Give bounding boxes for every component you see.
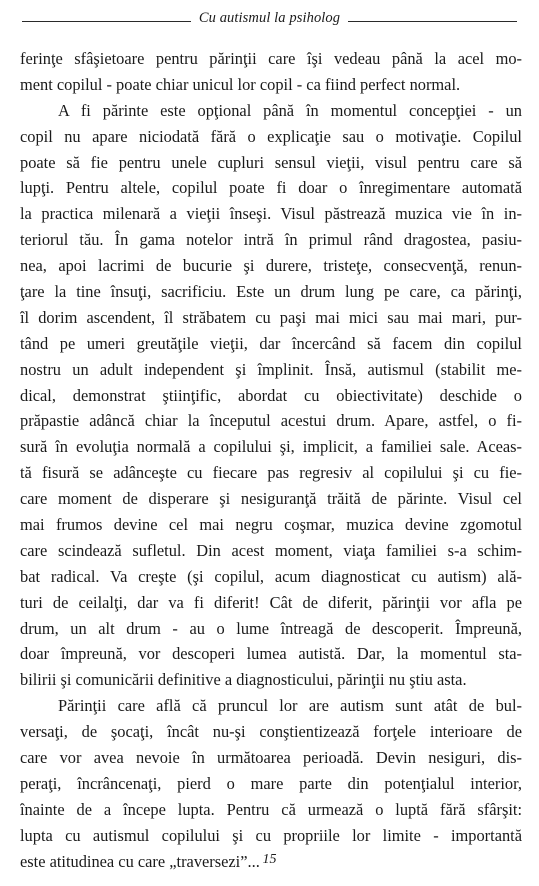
body-text <box>20 46 522 875</box>
text-line: îl dorim ascendent, îl străbatem cu paşi mai mici sau mai mari, pur- <box>20 307 522 327</box>
text-line: este atitudinea cu care „traversezi”... <box>20 851 260 871</box>
page-number: 15 <box>262 852 277 867</box>
paragraph <box>20 693 522 874</box>
text-line: ţare la tine însuţi, sacrificiu. Este un drum lung pe care, ca părinţi, <box>20 282 522 302</box>
running-header <box>22 6 517 30</box>
running-header-title: Cu autismul la psiholog <box>198 9 341 26</box>
text-line: tând pe umeri greutăţile vieţii, dar încercând să facem din copilul <box>20 333 522 353</box>
text-line: care moment de disperare şi nesiguranţă trăită de părinte. Visul cel <box>20 489 522 509</box>
text-line: bat radical. Va creşte (şi copilul, acum diagnosticat cu autism) ală- <box>20 566 522 586</box>
text-line: nostru un adult independent şi împlinit. Însă, autismul (stabilit me- <box>20 359 522 379</box>
text-line: versaţi, de şocaţi, încât nu-şi conştientizează forţele interioare de <box>20 722 522 742</box>
text-line: tă fisură se adânceşte cu fiecare pas regresiv al copilului şi cu fie- <box>20 463 522 483</box>
text-line: drum, un alt drum - au o lume întreagă de descoperit. Împreună, <box>20 618 522 638</box>
paragraph <box>20 46 522 98</box>
text-line: doar împreună, vor descoperi lumea autistă. Dar, la momentul sta- <box>20 644 522 664</box>
text-line: turi de ceilalţi, dar va fi diferit! Cât de diferit, părinţii vor afla pe <box>20 592 522 612</box>
text-line: A fi părinte este opţional până în momentul concepţiei - un <box>58 100 522 120</box>
text-line: lupta cu autismul copilului şi cu propriile lor limite - importantă <box>20 825 522 845</box>
text-line: poate să fie pentru unele cupluri sensul vieţii, visul pentru care să <box>20 152 522 172</box>
text-line: sură în evoluţia normală a copilului şi, implicit, a familiei sale. Aceas- <box>20 437 522 457</box>
text-line: la practica milenară a vieţii înseşi. Visul păstrează muzica vie în in- <box>20 204 522 224</box>
text-line: Părinţii care află că pruncul lor are autism sunt atât de bul- <box>58 696 522 716</box>
text-line: dical, demonstrat ştiinţific, abordat cu obiectivitate) deschide o <box>20 385 522 405</box>
text-line: nea, apoi lacrimi de bucurie şi durere, tristeţe, consecvenţă, renun- <box>20 256 522 276</box>
text-line: peraţi, încrâncenaţi, pierd o mare parte din potenţialul interior, <box>20 773 522 793</box>
text-line: prăpastie adâncă chiar la începutul acestui drum. Apare, astfel, o fi- <box>20 411 522 431</box>
text-line: înainte de a începe lupta. Pentru că urmează o luptă fără sfârşit: <box>20 799 522 819</box>
text-line: copil nu apare niciodată fără o explicaţie sau o motivaţie. Copilul <box>20 126 522 146</box>
text-line: ment copilul - poate chiar unicul lor copil - ca fiind perfect normal. <box>20 74 461 94</box>
text-line: care vor avea nevoie în următoarea perioadă. Devin nesiguri, dis- <box>20 748 522 768</box>
header-rule-left <box>22 21 191 22</box>
header-rule-right <box>348 21 517 22</box>
text-line: care scindează sufletul. Din acest moment, viaţa familiei s-a schim- <box>20 540 522 560</box>
paragraph <box>20 98 522 693</box>
text-line: lupţi. Pentru altele, copilul poate fi doar o înregimentare automată <box>20 178 522 198</box>
text-line: teriorul tău. În gama notelor intră în primul rând dragostea, pasiu- <box>20 230 522 250</box>
text-line: ferinţe sfâşietoare pentru părinţii care îşi vedeau până la acel mo- <box>20 49 522 68</box>
text-line: bilirii şi comunicării definitive a diagnosticului, părinţii nu ştiu asta. <box>20 670 467 690</box>
text-line: mai frumos devine cel mai negru coşmar, muzica devine zgomotul <box>20 515 522 535</box>
